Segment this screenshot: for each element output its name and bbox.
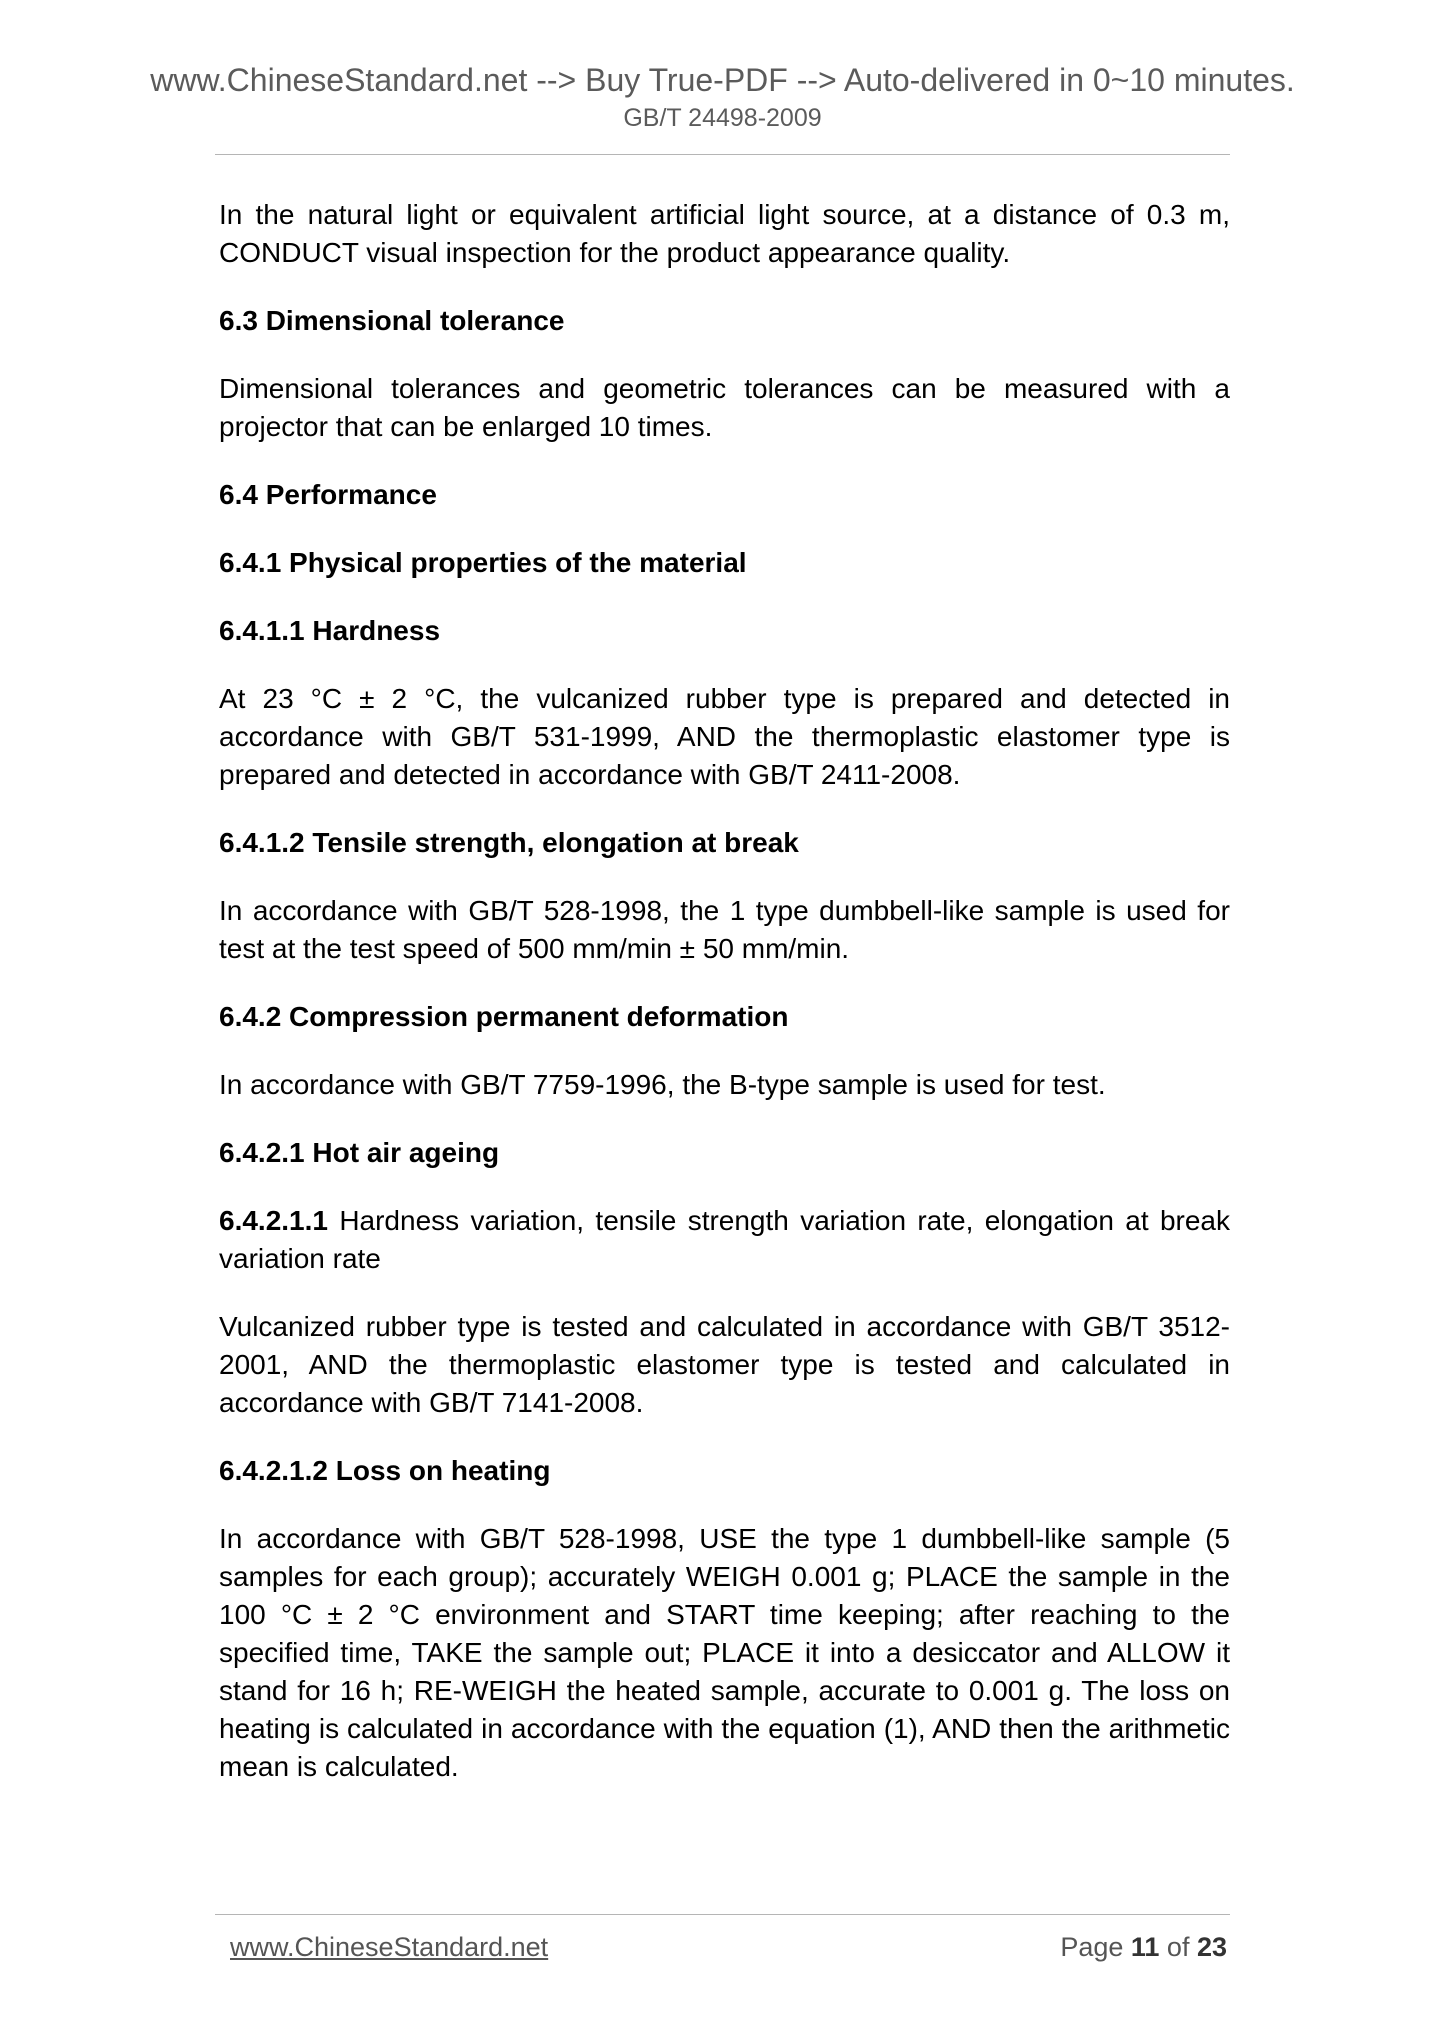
clause-number-6-4-2-1-1: 6.4.2.1.1 (219, 1205, 328, 1236)
paragraph-intro: In the natural light or equivalent artificial light source, at a distance of 0.3 m, CONDUCT visual inspection for the product appearance quality. (219, 199, 1230, 268)
paragraph-6-4-2-1-1-b: Vulcanized rubber type is tested and calculated in accordance with GB/T 3512-2001, AND the thermoplastic elastomer type is tested and calculated in accordance with GB/T 7141-2008. (219, 1311, 1230, 1418)
heading-6-4-2-1: 6.4.2.1 Hot air ageing (219, 1137, 500, 1168)
page-total: 23 (1196, 1932, 1227, 1962)
heading-6-3: 6.3 Dimensional tolerance (219, 305, 565, 336)
paragraph-6-4-1-2: In accordance with GB/T 528-1998, the 1 type dumbbell-like sample is used for test at the test speed of 500 mm/min ± 50 mm/min. (219, 895, 1230, 964)
page-prefix: Page (1060, 1932, 1131, 1962)
footer-website-link[interactable]: www.ChineseStandard.net (230, 1932, 549, 1962)
heading-6-4-2: 6.4.2 Compression permanent deformation (219, 1001, 789, 1032)
document-body (219, 196, 1230, 1816)
clause-text-6-4-2-1-1: Hardness variation, tensile strength variation rate, elongation at break variation rate (219, 1205, 1230, 1274)
page-mid: of (1159, 1932, 1197, 1962)
paragraph-6-4-2-1-2: In accordance with GB/T 528-1998, USE the type 1 dumbbell-like sample (5 samples for each group); accurately WEIGH 0.001 g; PLACE the sample in the 100 °C ± 2 °C environment and START time keeping; after reaching to the specified time, TAKE the sample out; PLACE it into a desiccator and ALLOW it stand for 16 h; RE-WEIGH the heated sample, accurate to 0.001 g. The loss on heating is calculated in accordance with the equation (1), AND then the arithmetic mean is calculated. (219, 1523, 1230, 1782)
heading-6-4: 6.4 Performance (219, 479, 437, 510)
standard-number: GB/T 24498-2009 (623, 104, 822, 132)
paragraph-6-4-2-1-1 (219, 1202, 1230, 1278)
heading-6-4-2-1-2: 6.4.2.1.2 Loss on heating (219, 1455, 551, 1486)
page-number (1060, 1930, 1227, 1964)
heading-6-4-1: 6.4.1 Physical properties of the material (219, 547, 747, 578)
heading-6-4-1-2: 6.4.1.2 Tensile strength, elongation at break (219, 827, 799, 858)
heading-6-4-1-1: 6.4.1.1 Hardness (219, 615, 441, 646)
paragraph-6-4-2: In accordance with GB/T 7759-1996, the B-type sample is used for test. (219, 1069, 1106, 1100)
paragraph-6-4-1-1: At 23 °C ± 2 °C, the vulcanized rubber type is prepared and detected in accordance with GB/T 531-1999, AND the thermoplastic elastomer type is prepared and detected in accordance with GB/T 2411-2008. (219, 683, 1230, 790)
footer-divider (215, 1914, 1230, 1915)
page-current: 11 (1130, 1932, 1160, 1962)
paragraph-6-3: Dimensional tolerances and geometric tolerances can be measured with a projector that can be enlarged 10 times. (219, 373, 1230, 442)
header-banner: www.ChineseStandard.net --> Buy True-PDF --> Auto-delivered in 0~10 minutes. (150, 62, 1295, 98)
header-divider (215, 154, 1230, 155)
